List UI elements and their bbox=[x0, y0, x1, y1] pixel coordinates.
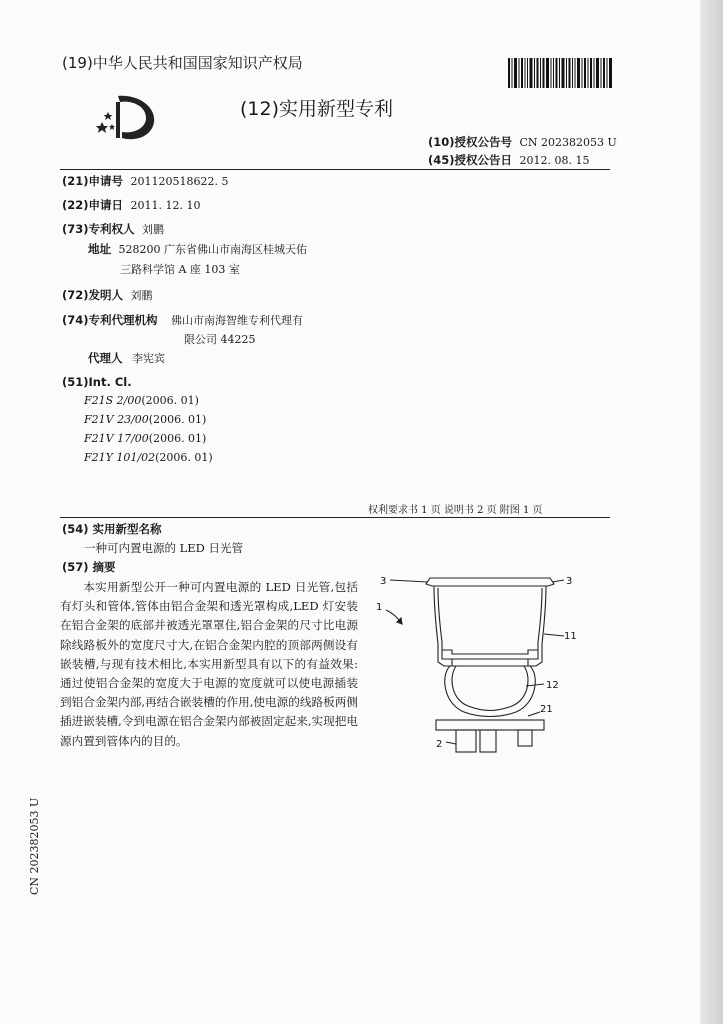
patentee-row bbox=[62, 221, 164, 237]
agent-label: 代理人 bbox=[88, 351, 123, 365]
abstract-label: (57) 摘要 bbox=[62, 560, 116, 574]
publication-date-row bbox=[428, 152, 590, 168]
agency-label: (74)专利代理机构 bbox=[62, 313, 158, 327]
publication-number-row bbox=[428, 134, 617, 150]
ipc-version: (2006. 01) bbox=[155, 451, 213, 464]
document-type: (12)实用新型专利 bbox=[240, 98, 394, 120]
ipc-version: (2006. 01) bbox=[141, 394, 199, 407]
address-label: 地址 bbox=[88, 242, 111, 256]
ipc-code: F21V 17/00 bbox=[84, 432, 149, 445]
application-number-row bbox=[62, 173, 229, 189]
inventor-row bbox=[62, 287, 153, 303]
application-number: 201120518622. 5 bbox=[130, 175, 229, 188]
figure-label-12: 12 bbox=[546, 680, 559, 691]
figure-label-3-left: 3 bbox=[380, 576, 387, 587]
int-cl-label: (51)Int. Cl. bbox=[62, 375, 132, 389]
figure-label-3-right: 3 bbox=[566, 576, 573, 587]
filing-date-label: (22)申请日 bbox=[62, 198, 124, 212]
ipc-row bbox=[84, 451, 213, 464]
address-line-2: 三路科学馆 A 座 103 室 bbox=[120, 263, 240, 276]
application-number-label: (21)申请号 bbox=[62, 174, 124, 188]
publication-date-label: (45)授权公告日 bbox=[428, 153, 513, 167]
inventor: 刘鹏 bbox=[130, 289, 153, 302]
figure-label-1: 1 bbox=[376, 602, 383, 613]
filing-date-row bbox=[62, 197, 201, 213]
abstract-text bbox=[60, 578, 358, 751]
ipc-version: (2006. 01) bbox=[148, 413, 207, 426]
figure-label-11: 11 bbox=[564, 631, 577, 642]
ipc-code: F21V 23/00 bbox=[84, 413, 149, 426]
agency-line-2: 限公司 44225 bbox=[184, 333, 256, 346]
agent: 李宪宾 bbox=[132, 352, 165, 365]
agent-row bbox=[88, 350, 165, 366]
publication-number-label: (10)授权公告号 bbox=[428, 135, 513, 149]
agency-line-1: 佛山市南海智维专利代理有 bbox=[171, 314, 304, 327]
ipc-row bbox=[84, 394, 199, 407]
address-line-1: 528200 广东省佛山市南海区桂城天佑 bbox=[118, 243, 307, 256]
scan-edge bbox=[700, 0, 723, 1024]
figure-label-2: 2 bbox=[436, 739, 443, 750]
patentee: 刘鹏 bbox=[142, 223, 165, 236]
publication-date: 2012. 08. 15 bbox=[519, 154, 590, 167]
inventor-label: (72)发明人 bbox=[62, 288, 124, 302]
ipc-row bbox=[84, 413, 206, 426]
publication-number: CN 202382053 U bbox=[519, 136, 617, 149]
utility-model-title: 一种可内置电源的 LED 日光管 bbox=[84, 541, 244, 555]
cross-section-figure bbox=[368, 566, 590, 774]
ipc-code: F21S 2/00 bbox=[84, 394, 142, 407]
ipc-version: (2006. 01) bbox=[148, 432, 207, 445]
int-cl-row bbox=[62, 375, 132, 389]
page-counts: 权利要求书 1 页 说明书 2 页 附图 1 页 bbox=[368, 505, 543, 516]
header-divider bbox=[60, 169, 610, 170]
abstract-paragraph: 本实用新型公开一种可内置电源的 LED 日光管,包括有灯头和管体,管体由铝合金架和透光罩构成,LED 灯安装在铝合金架的底部并被透光罩罩住,铝合金架的尺寸比电源除线路板外的宽度尺寸大,在铝合金架内腔的顶部两侧设有嵌装槽,与现有技术相比,本实用新型具有以下的有益效果:通过使铝合金架的宽度大于电源的宽度就可以使电源插装到铝合金架内部,再结合嵌装槽的作用,使电源的线路板两侧插进嵌装槽,令到电源在铝合金架内部被固定起来,实现把电源内置到管体内的目的。 bbox=[60, 580, 358, 748]
side-publication-number: CN 202382053 U bbox=[28, 797, 41, 895]
agency-row bbox=[62, 312, 303, 328]
ipc-row bbox=[84, 432, 206, 445]
barcode bbox=[508, 58, 612, 88]
office-name: (19)中华人民共和国国家知识产权局 bbox=[62, 54, 303, 72]
title-label: (54) 实用新型名称 bbox=[62, 522, 162, 536]
patentee-label: (73)专利权人 bbox=[62, 222, 135, 236]
sipo-logo bbox=[96, 92, 158, 142]
section-divider bbox=[60, 517, 610, 518]
figure-label-21: 21 bbox=[540, 704, 553, 715]
filing-date: 2011. 12. 10 bbox=[130, 199, 201, 212]
address-row bbox=[88, 241, 307, 257]
ipc-code: F21Y 101/02 bbox=[84, 451, 156, 464]
